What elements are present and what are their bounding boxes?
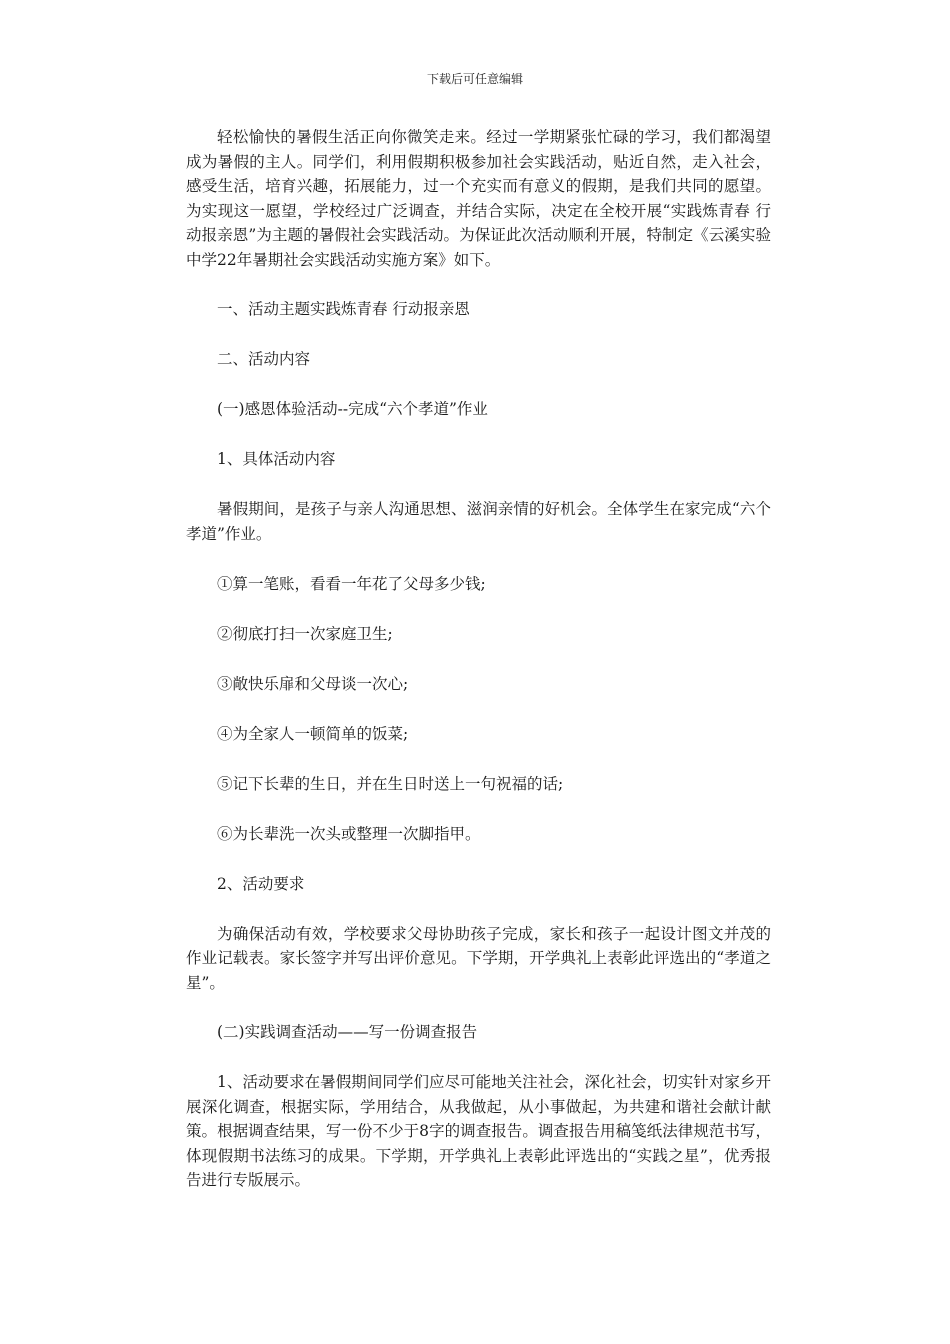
subsection-1-item-1-heading: 1、具体活动内容: [217, 450, 336, 468]
task-item: ①算一笔账，看看一年花了父母多少钱;: [217, 574, 486, 593]
section-2-heading: 二、活动内容: [217, 350, 311, 368]
intro-paragraph: 轻松愉快的暑假生活正向你微笑走来。经过一学期紧张忙碌的学习，我们都渴望成为暑假的主人。同学们，利用假期积极参加社会实践活动，贴近自然，走入社会，感受生活，培育兴趣，拓展能力，过一个充实而有意义的假期，是我们共同的愿望。为实现这一愿望，学校经过广泛调查，并结合实际，决定在全校开展“实践炼青春 行动报亲恩”为主题的暑假社会实践活动。为保证此次活动顺利开展，特制定《云溪实验中学22年暑期社会实践活动实施方案》如下。: [186, 128, 771, 269]
task-item: ③敞快乐扉和父母谈一次心;: [217, 674, 409, 693]
section-1-heading: 一、活动主题实践炼青春 行动报亲恩: [217, 300, 470, 318]
document-body: [186, 125, 771, 1193]
subsection-1-heading: (一)感恩体验活动--完成“六个孝道”作业: [217, 400, 488, 418]
subsection-1-item-2-paragraph: 为确保活动有效，学校要求父母协助孩子完成，家长和孩子一起设计图文并茂的作业记载表。家长签字并写出评价意见。下学期，开学典礼上表彰此评选出的“孝道之星”。: [186, 924, 771, 992]
task-item: ⑥为长辈洗一次头或整理一次脚指甲。: [217, 824, 481, 843]
task-item: ④为全家人一顿简单的饭菜;: [217, 724, 409, 743]
task-item: ⑤记下长辈的生日，并在生日时送上一句祝福的话;: [217, 774, 564, 793]
subsection-1-item-2-heading: 2、活动要求: [217, 874, 305, 893]
subsection-1-item-1-paragraph: 暑假期间，是孩子与亲人沟通思想、滋润亲情的好机会。全体学生在家完成“六个孝道”作业。: [186, 500, 771, 543]
subsection-2-heading: (二)实践调查活动——写一份调查报告: [217, 1023, 478, 1041]
subsection-2-item-1-paragraph: 1、活动要求在暑假期间同学们应尽可能地关注社会，深化社会，切实针对家乡开展深化调查，根据实际，学用结合，从我做起，从小事做起，为共建和谐社会献计献策。根据调查结果，写一份不少于8字的调查报告。调查报告用稿笺纸法律规范书写，体现假期书法练习的成果。下学期，开学典礼上表彰此评选出的“实践之星”，优秀报告进行专版展示。: [186, 1073, 771, 1189]
page-header: 下载后可任意编辑: [426, 72, 523, 86]
task-item: ②彻底打扫一次家庭卫生;: [217, 624, 393, 643]
